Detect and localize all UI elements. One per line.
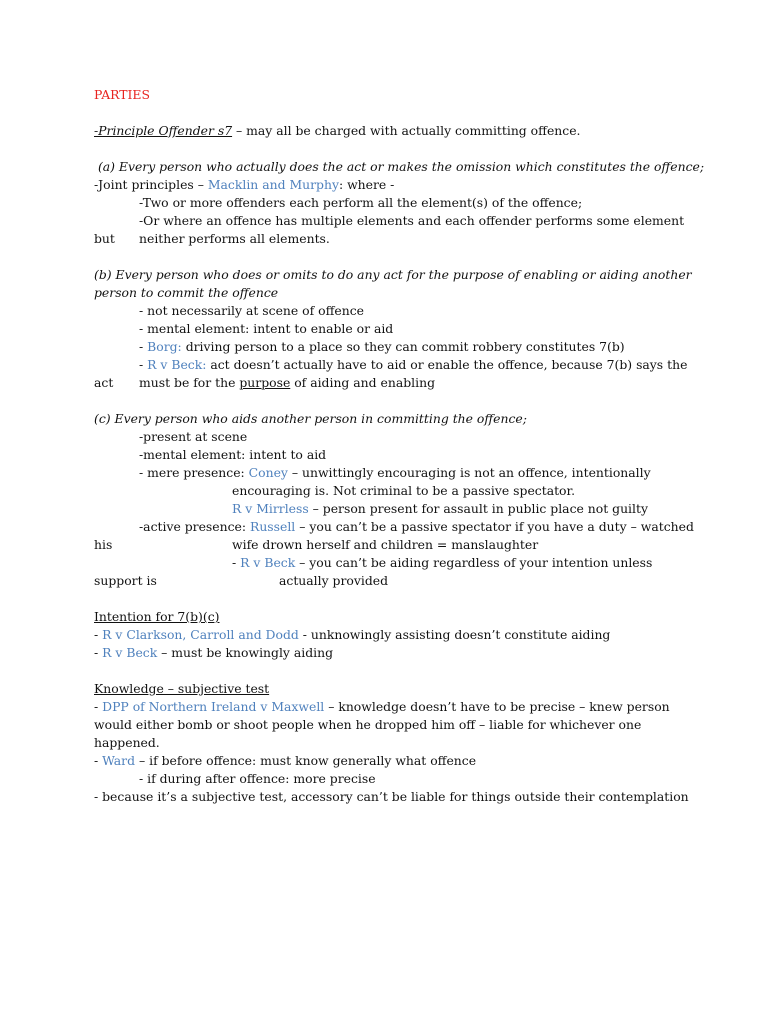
knowledge-line-3: happened. [94, 735, 160, 750]
b-point-1: - not necessarily at scene of offence [139, 303, 364, 318]
int-l1-prefix: - [94, 627, 103, 642]
para-b-text-1: (b) Every person who does or omits to do any act for the purpose of enabling or aiding another [94, 267, 692, 282]
intention-heading: Intention for 7(b)(c) [94, 609, 220, 624]
knowledge-line-4 [94, 752, 476, 770]
intention-line-1 [94, 626, 610, 644]
int-l2-prefix: - [94, 645, 103, 660]
beck-text: act doesn’t actually have to aid or enable the offence, because 7(b) says the [206, 357, 688, 372]
page-heading: PARTIES [94, 87, 150, 102]
case-coney: Coney [248, 465, 288, 480]
case-clarkson: R v Clarkson, Carroll and Dodd [102, 627, 299, 642]
case-dpp-maxwell: DPP of Northern Ireland v Maxwell [102, 699, 325, 714]
active-prefix: -active presence: [139, 519, 250, 534]
knowledge-line-5: - if during after offence: more precise [139, 771, 376, 786]
case-ward: Ward [102, 753, 136, 768]
active-text: – you can’t be a passive spectator if you have a duty – watched [295, 519, 694, 534]
c-point-1: -present at scene [139, 429, 248, 444]
b-act-b [139, 374, 435, 392]
purpose-word: purpose [239, 375, 291, 390]
int-l2-text: – must be knowingly aiding [157, 645, 334, 660]
intention-line-2 [94, 644, 333, 662]
c-support-b: actually provided [279, 573, 389, 588]
b-borg-line [139, 338, 625, 356]
case-borg: Borg: [147, 339, 182, 354]
b-point-2: - mental element: intent to enable or aid [139, 321, 394, 336]
knowledge-line-6: - because it’s a subjective test, accessory can’t be liable for things outside their contemplation [94, 789, 689, 804]
joint-point-1: -Two or more offenders each perform all the element(s) of the offence; [139, 195, 583, 210]
knowledge-heading: Knowledge – subjective test [94, 681, 270, 696]
c-his-a: his [94, 537, 113, 552]
c-mirrless-line [232, 500, 648, 518]
knowledge-line-1 [94, 698, 670, 716]
kn-l1-prefix: - [94, 699, 103, 714]
c-his-b: wife drown herself and children = manslaughter [232, 537, 539, 552]
act-b1: must be for the [139, 375, 240, 390]
case-r-v-beck: R v Beck: [147, 357, 207, 372]
joint-point-2-cont-b: neither performs all elements. [139, 231, 330, 246]
int-l1-text: - unknowingly assisting doesn’t constitute aiding [298, 627, 611, 642]
kn-l4-prefix: - [94, 753, 103, 768]
s7-line [94, 122, 580, 140]
c-support-a: support is [94, 573, 157, 588]
b-act-a: act [94, 375, 114, 390]
joint-suffix: : where - [338, 177, 395, 192]
beck2-prefix: - [232, 555, 241, 570]
case-r-v-beck-2: R v Beck [240, 555, 296, 570]
joint-prefix: -Joint principles – [94, 177, 208, 192]
c-active-line [139, 518, 694, 536]
joint-principles-line [94, 176, 394, 194]
c-mere-cont: encouraging is. Not criminal to be a passive spectator. [232, 483, 576, 498]
beck2-text: – you can’t be aiding regardless of your intention unless [295, 555, 653, 570]
borg-text: driving person to a place so they can commit robbery constitutes 7(b) [181, 339, 625, 354]
knowledge-line-2: would either bomb or shoot people when he dropped him off – liable for whichever one [94, 717, 642, 732]
case-russell: Russell [249, 519, 296, 534]
kn-l4-text: – if before offence: must know generally what offence [135, 753, 477, 768]
mere-text: – unwittingly encouraging is not an offence, intentionally [287, 465, 651, 480]
kn-l1-text: – knowledge doesn’t have to be precise – knew person [324, 699, 670, 714]
borg-prefix: - [139, 339, 148, 354]
mirrless-text: – person present for assault in public place not guilty [308, 501, 648, 516]
act-b3: of aiding and enabling [290, 375, 436, 390]
beck-prefix: - [139, 357, 148, 372]
c-beck-line [232, 554, 652, 572]
s7-text: – may all be charged with actually committing offence. [232, 123, 581, 138]
case-r-v-beck-3: R v Beck [102, 645, 158, 660]
s7-title: -Principle Offender s7 [94, 123, 233, 138]
joint-point-2-cont-a: but [94, 231, 115, 246]
b-beck-line [139, 356, 687, 374]
para-a-text: (a) Every person who actually does the act or makes the omission which constitutes the offence; [94, 159, 705, 174]
case-r-v-mirrless: R v Mirrless [232, 501, 309, 516]
case-macklin-murphy: Macklin and Murphy [207, 177, 339, 192]
para-c-text: (c) Every person who aids another person in committing the offence; [94, 411, 527, 426]
c-mere-line [139, 464, 651, 482]
joint-point-2: -Or where an offence has multiple elements and each offender performs some element [139, 213, 685, 228]
c-point-2: -mental element: intent to aid [139, 447, 327, 462]
para-b-text-2: person to commit the offence [94, 285, 279, 300]
mere-prefix: - mere presence: [139, 465, 249, 480]
